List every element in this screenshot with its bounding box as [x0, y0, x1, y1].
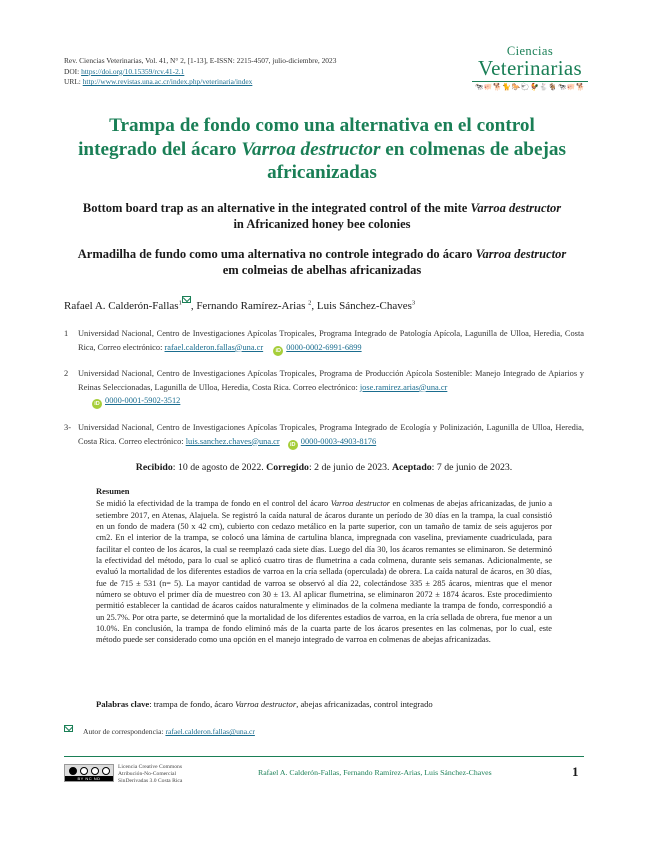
journal-logo [468, 44, 592, 92]
license-text [118, 764, 182, 785]
abstract-body [96, 498, 552, 645]
affiliation-text: Universidad Nacional, Centro de Investigaciones Apícolas Tropicales, Programa Integrado de Ecología y Polinización, Lagunilla de Ulloa, Heredia, Costa Rica. Correo electrónico: [78, 423, 584, 446]
submission-dates [64, 462, 584, 473]
correspondence-email-link[interactable]: rafael.calderon.fallas@una.cr [165, 727, 255, 736]
author-2-sup: 2 [308, 299, 312, 307]
affiliation-email-link[interactable]: rafael.calderon.fallas@una.cr [164, 342, 264, 352]
logo-rule [472, 81, 588, 82]
author-3-sup: 3 [411, 299, 416, 307]
affiliation-number: 2 [64, 369, 69, 378]
journal-citation: Rev. Ciencias Veterinarias, Vol. 41, N° 2, [1-13], E-ISSN: 2215-4507, julio-diciembre, 2023 [64, 56, 337, 65]
affiliation-body [78, 327, 584, 356]
keywords [96, 699, 433, 709]
doi-label: DOI: [64, 66, 80, 76]
orcid-icon: iD [288, 440, 298, 450]
abstract-text: en colmenas de abejas africanizadas, de junio a setiembre 2017, en Atenas, Alajuela. Se registró la caída natural de ácaros durante un período de 30 días en la trampa, la cual consistió en un fondo de madera (50 x 42 cm), cubierto con cedazo metálico en la parte superior, con un tamaño de tamiz de seis agujeros por cm2. En el interior de la trampa, se colocó una lámina de cartulina blanca, impregnada con vaselina, previamente cuadriculada, para facilitar el conteo de los ácaros, la cual se reemplazó cada siete días. Luego del día 30, los ácaros remantes se eliminaron. Se determinó la efectividad del método, para lo cual se aplicó cuatro tiras de flumetrina a cada colmena, durante seis semanas. Adicionalmente, se evaluó la mortalidad de los diferentes estadios de varroa en la cría sellada (operculada) de obrera. La caída natural de ácaros, en 30 días, fue de 715 ± 531 (n= 5). La mayor cantidad de varroa se observó al día 22, colectándose 335 ± 285 ácaros, mientras que el menor número se obtuvo el primer día de muestreo con 30 ± 13. Al aplicar flumetrina, se eliminaron 2072 ± 1874 ácaros. Este procedimiento permitió establecer la cantidad de ácaros caídos naturalmente y eliminados de la colmena mediante la trampa de fondo, correspondió a un 25.7%. Por otra parte, se determinó que la mortalidad de los diferentes estadios de varroa, en la cría sellada de obrera, fue menor a un 10.0%. En conclusión, la trampa de fondo eliminó más de la cuarta parte de los ácaros presentes en las colmenas, por lo cual, este método puede ser considerado como una opción en el manejo integrado de varroa en colmenas de abejas africanizadas. [96, 499, 552, 645]
title-pt-text: Armadilha de fundo como uma alternativa no controle integrado do ácaro [77, 247, 476, 261]
animal-silhouettes-icon: 🐄🐖🐕🐈🐎🐑🐓🐇🐐🐄🐖🐕 [474, 83, 586, 92]
title-pt-line1 [62, 246, 582, 262]
affiliation-email-link[interactable]: luis.sanchez.chaves@una.cr [185, 436, 280, 446]
abstract-heading: Resumen [96, 486, 130, 496]
journal-citation-block [64, 56, 336, 88]
cc-terms: BY NC ND [65, 776, 113, 781]
corrected-date: : 2 de junio de 2023. [308, 462, 392, 473]
orcid-link[interactable]: 0000-0003-4903-8176 [300, 436, 377, 446]
nd-icon [102, 767, 110, 775]
doi-line [64, 67, 336, 78]
envelope-icon [64, 725, 73, 732]
by-icon [80, 767, 88, 775]
title-es-text: en colmenas de abejas [380, 138, 566, 160]
nc-icon [91, 767, 99, 775]
footer-authors: Rafael A. Calderón-Fallas, Fernando Ramírez-Arias, Luis Sánchez-Chaves [258, 768, 492, 777]
abstract-species: Varroa destructor [330, 499, 391, 509]
affiliation-body [78, 367, 584, 409]
title-english [62, 200, 582, 232]
license-line: SinDerivadas 3.0 Costa Rica [118, 778, 183, 784]
author-list [64, 296, 415, 313]
author-1: Rafael A. Calderón-Fallas [64, 300, 179, 312]
title-portuguese [62, 246, 582, 278]
title-spanish [60, 114, 584, 185]
page-number: 1 [572, 764, 579, 779]
title-pt-line2: em colmeias de abelhas africanizadas [222, 263, 422, 277]
author-3: , Luis Sánchez-Chaves [311, 300, 412, 312]
affiliation-body [78, 421, 584, 450]
affiliation-text: Universidad Nacional, Centro de Investigaciones Apícolas Tropicales, Programa de Producción Apícola Sostenible: Manejo Integrado de Apiarios y Reinas Seleccionadas, Lagunilla de Ulloa, Heredia, Costa Rica. Correo electrónico: [78, 369, 584, 392]
received-date: : 10 de agosto de 2022. [172, 462, 267, 473]
affiliation-number: 3- [64, 423, 71, 432]
title-es-line3: africanizadas [267, 162, 377, 183]
abstract-text: Se midió la efectividad de la trampa de fondo en el control del ácaro [96, 499, 331, 509]
title-en-species: Varroa destructor [470, 201, 562, 215]
orcid-link[interactable]: 0000-0001-5902-3512 [105, 396, 181, 405]
affiliation-number: 1 [64, 329, 69, 338]
title-es-text: integrado del ácaro [78, 138, 242, 160]
creative-commons-badge-icon[interactable] [64, 764, 114, 782]
orcid-icon: iD [273, 346, 283, 356]
title-en-line1 [62, 200, 582, 216]
keywords-species: Varroa destructor [235, 699, 297, 709]
keywords-text: : trampa de fondo, ácaro [149, 699, 236, 709]
envelope-icon[interactable] [182, 296, 191, 303]
affiliation-text: Universidad Nacional, Centro de Investigaciones Apícolas Tropicales, Programa Integrado de Patología Apícola, Lagunilla de Ulloa, Heredia, Costa Rica, Correo electrónico: [78, 329, 584, 352]
journal-url-link[interactable]: http://www.revistas.una.ac.cr/index.php/veterinaria/index [82, 77, 253, 87]
affiliation-email-link[interactable]: jose.ramirez.arias@una.cr [359, 382, 448, 392]
title-pt-species: Varroa destructor [475, 247, 567, 261]
license-line: Licencia Creative Commons [118, 764, 182, 770]
correspondence-label: Autor de correspondencia: [83, 727, 166, 736]
url-label: URL: [64, 77, 81, 87]
license-line: Atribución-No-Comercial [118, 771, 177, 777]
accepted-date: : 7 de junio de 2023. [431, 462, 513, 473]
affiliation-1 [64, 327, 584, 356]
logo-line1: Ciencias [506, 44, 554, 58]
accepted-label: Aceptado [391, 462, 432, 473]
logo-line2: Veterinarias [478, 56, 582, 80]
orcid-icon: iD [92, 399, 102, 409]
affiliation-3 [64, 421, 584, 450]
title-en-text: Bottom board trap as an alternative in the integrated control of the mite [82, 201, 471, 215]
title-es-line1: Trampa de fondo como una alternativa en el control [109, 115, 535, 136]
footer-divider [64, 756, 584, 757]
cc-icon [69, 767, 77, 775]
author-1-sup: 1 [178, 299, 182, 307]
received-label: Recibido [135, 462, 173, 473]
orcid-link[interactable]: 0000-0002-6991-6899 [286, 342, 362, 352]
correspondence-footnote [64, 725, 255, 736]
title-en-line2: in Africanized honey bee colonies [233, 217, 411, 231]
url-line [64, 77, 336, 88]
keywords-text: , abejas africanizadas, control integrado [296, 699, 433, 709]
corrected-label: Corregido [266, 462, 309, 473]
title-es-line2 [60, 138, 584, 162]
author-2: , Fernando Ramírez-Arias [190, 300, 309, 312]
doi-link[interactable]: https://doi.org/10.15359/rcv.41-2.1 [81, 66, 185, 76]
title-es-species: Varroa destructor [241, 138, 381, 160]
affiliation-2 [64, 367, 584, 409]
keywords-label: Palabras clave [96, 699, 150, 709]
abstract [96, 486, 552, 646]
